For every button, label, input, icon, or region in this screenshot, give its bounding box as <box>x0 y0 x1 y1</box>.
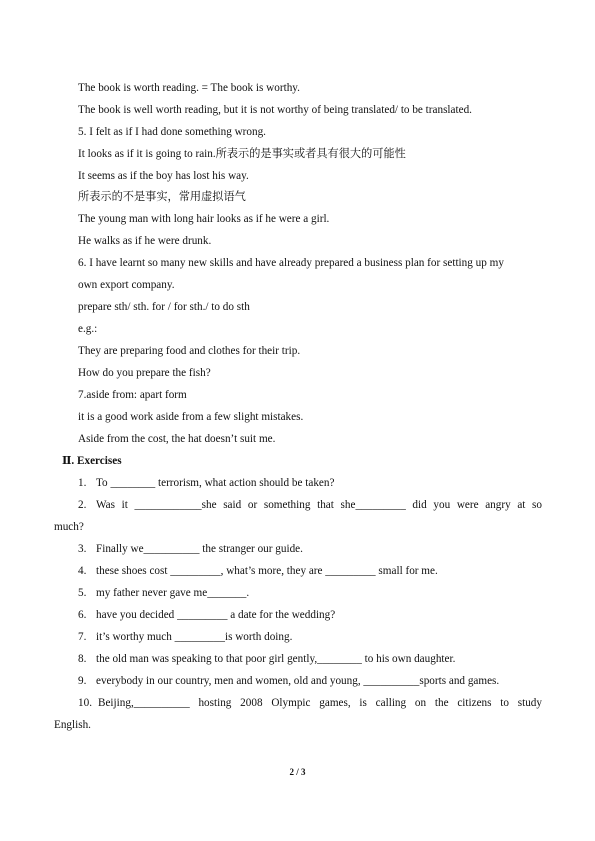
exercise-number: 3. <box>78 543 87 555</box>
note-line: The book is well worth reading, but it is not worthy of being translated/ to be translated. <box>78 104 472 116</box>
note-line: How do you prepare the fish? <box>78 367 211 379</box>
exercise-item <box>78 630 292 644</box>
exercise-item <box>78 564 438 578</box>
exercise-number: 8. <box>78 653 87 665</box>
exercise-continuation: much? <box>54 521 84 533</box>
exercise-item <box>78 608 335 622</box>
exercise-text: have you decided _________ a date for the wedding? <box>96 609 336 621</box>
section-heading: Ⅱ. Exercises <box>62 455 122 467</box>
exercise-item <box>78 652 455 666</box>
exercise-text: the old man was speaking to that poor girl gently,________ to his own daughter. <box>96 653 456 665</box>
exercise-item <box>78 674 499 688</box>
exercise-text: these shoes cost _________, what’s more, they are _________ small for me. <box>96 565 438 577</box>
exercise-number: 9. <box>78 675 87 687</box>
note-line: The young man with long hair looks as if he were a girl. <box>78 213 330 225</box>
note-line: e.g.: <box>78 323 98 335</box>
note-line: it is a good work aside from a few slight mistakes. <box>78 411 304 423</box>
exercise-text: Was it ____________she said or something that she_________ did you were angry at so <box>96 499 542 511</box>
exercise-number: 7. <box>78 631 87 643</box>
note-line: He walks as if he were drunk. <box>78 235 212 247</box>
exercise-number: 1. <box>78 477 87 489</box>
note-line: Aside from the cost, the hat doesn’t suit me. <box>78 433 276 445</box>
exercise-text: Beijing,__________ hosting 2008 Olympic games, is calling on the citizens to study <box>98 697 542 709</box>
note-line: 7.aside from: apart form <box>78 389 187 401</box>
note-line: 6. I have learnt so many new skills and have already prepared a business plan for setting up my <box>78 257 504 269</box>
exercise-text: To ________ terrorism, what action should be taken? <box>96 477 335 489</box>
note-line: own export company. <box>78 279 175 291</box>
note-line: They are preparing food and clothes for their trip. <box>78 345 301 357</box>
exercise-text: everybody in our country, men and women, old and young, __________sports and games. <box>96 675 500 687</box>
exercise-number: 5. <box>78 587 87 599</box>
exercise-item <box>78 586 249 600</box>
exercise-continuation: English. <box>54 719 91 731</box>
exercise-item <box>78 476 334 490</box>
exercise-number: 6. <box>78 609 87 621</box>
exercise-text: it’s worthy much _________is worth doing. <box>96 631 293 643</box>
note-line: The book is worth reading. = The book is worthy. <box>78 82 300 94</box>
note-line: It seems as if the boy has lost his way. <box>78 170 249 182</box>
note-line: prepare sth/ sth. for / for sth./ to do sth <box>78 301 250 313</box>
exercise-number: 4. <box>78 565 87 577</box>
note-line: 5. I felt as if I had done something wrong. <box>78 126 266 138</box>
exercise-number: 2. <box>78 499 87 511</box>
note-line: 所表示的不是事实，常用虚拟语气 <box>78 191 246 203</box>
exercise-item <box>78 542 303 556</box>
exercise-text: my father never gave me_______. <box>96 587 250 599</box>
exercise-item <box>78 696 542 710</box>
page-number: 2 / 3 <box>289 767 306 777</box>
note-line: It looks as if it is going to rain.所表示的是事实或者具有很大的可能性 <box>78 148 406 160</box>
exercise-number: 10. <box>78 697 92 709</box>
exercise-item <box>78 498 542 512</box>
exercise-text: Finally we__________ the stranger our guide. <box>96 543 303 555</box>
